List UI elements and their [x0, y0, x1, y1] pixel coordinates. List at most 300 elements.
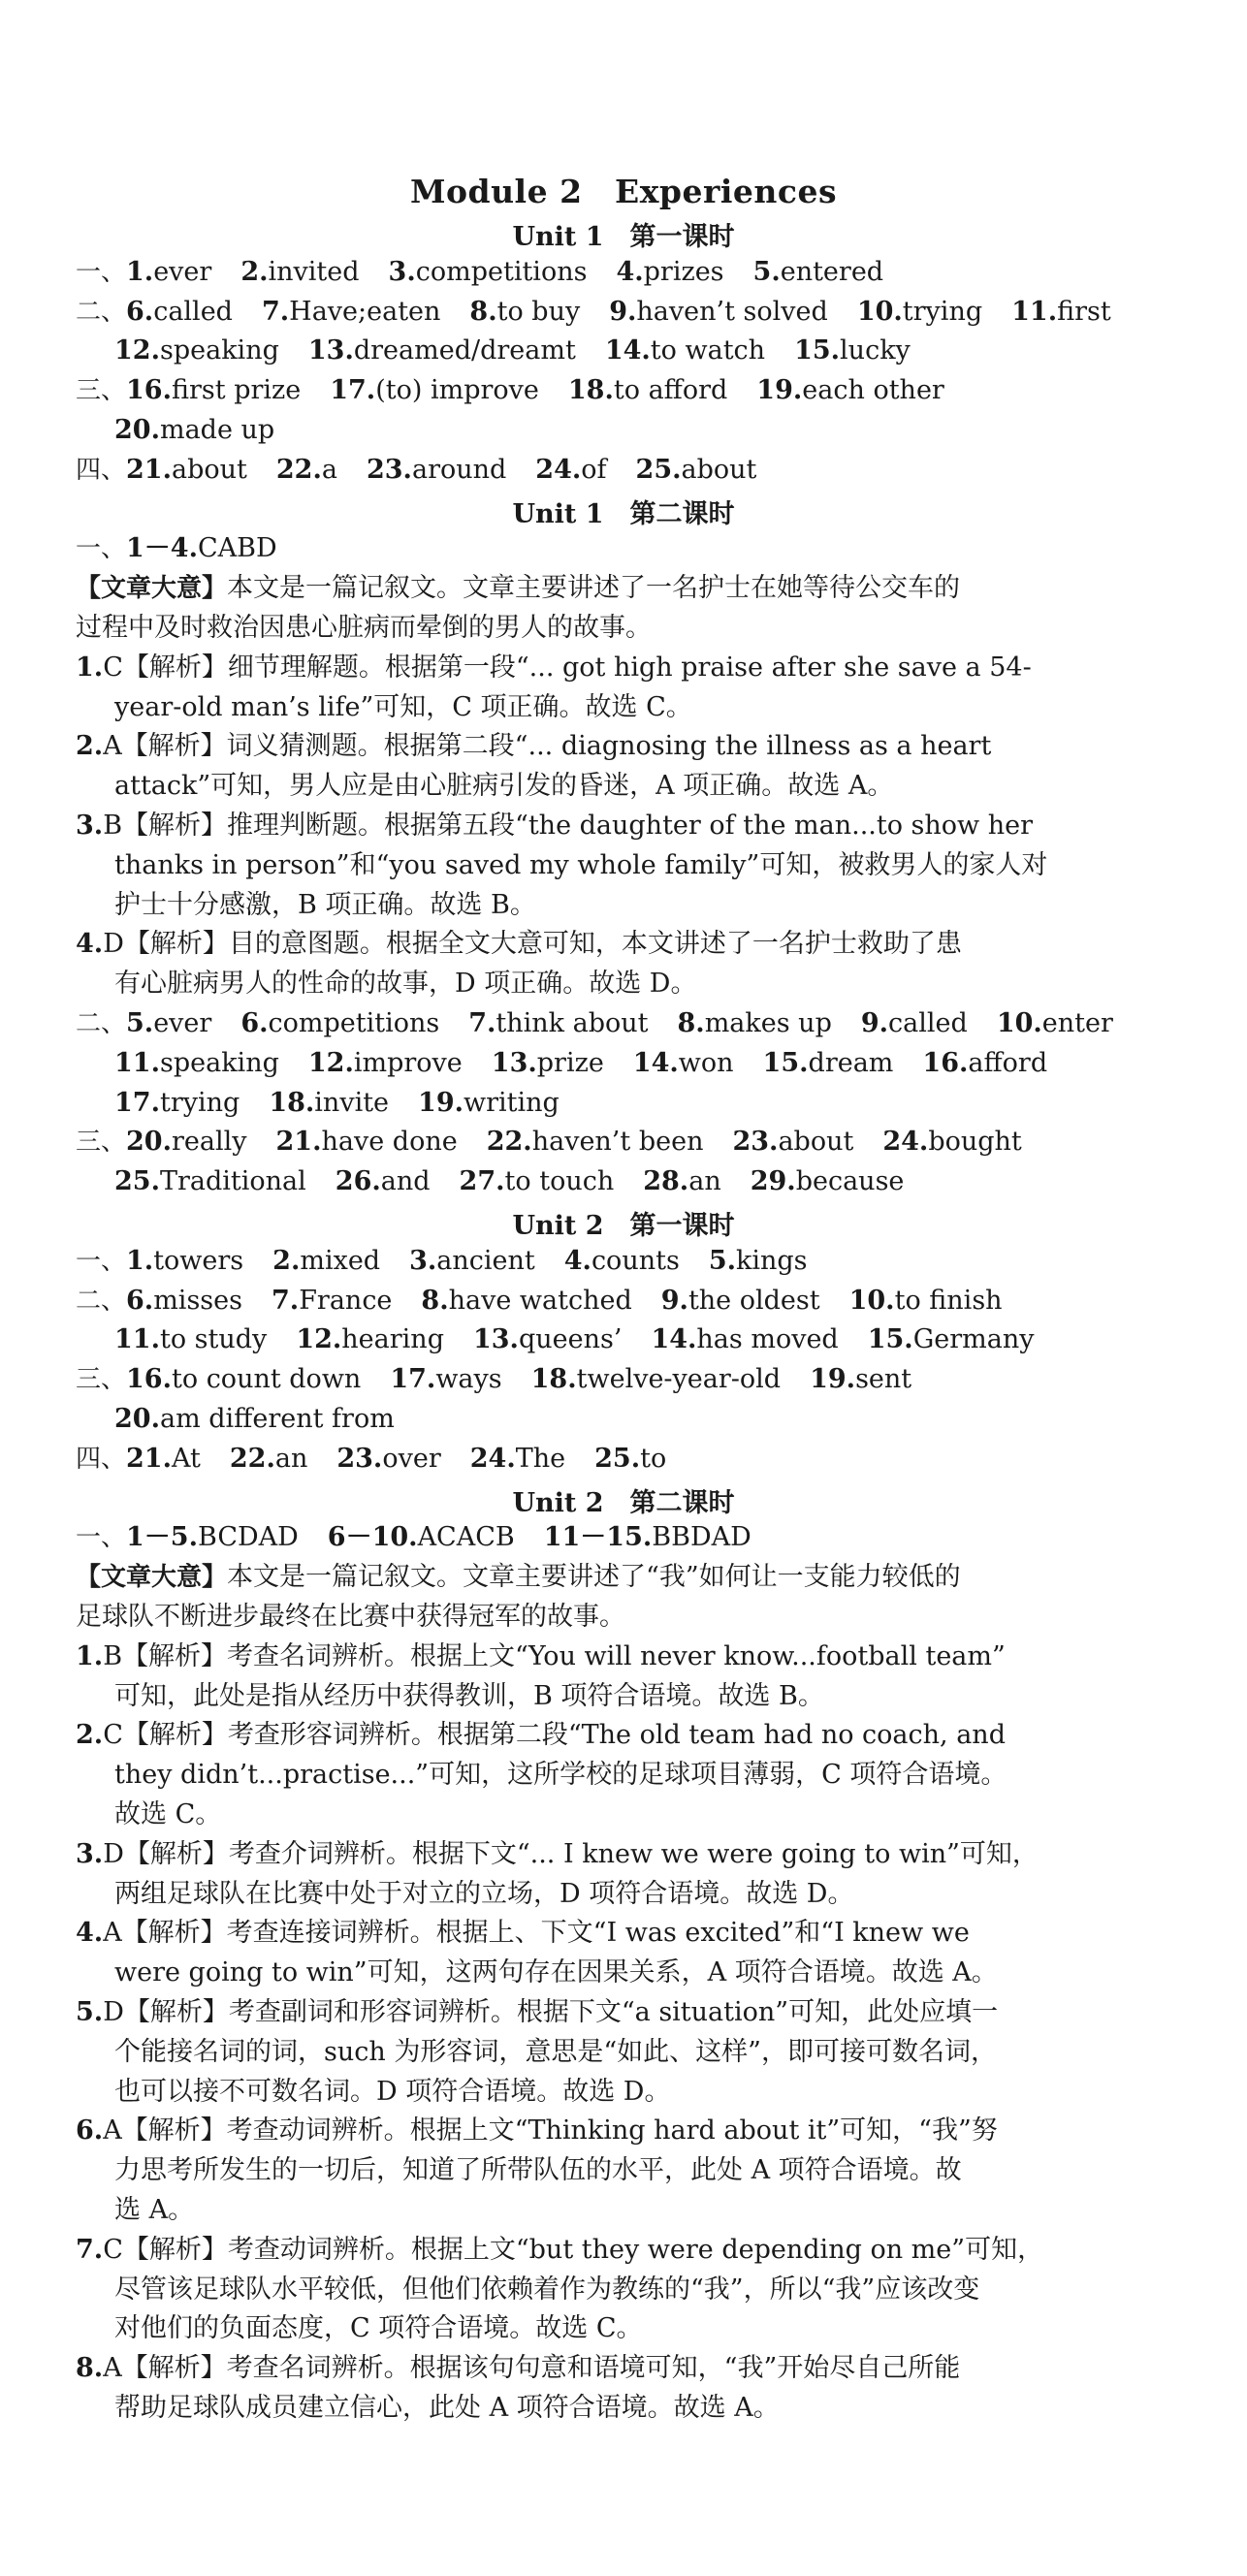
- answer-text: ever: [153, 1008, 212, 1038]
- answer-item: [126, 1246, 243, 1276]
- answer-item: [469, 297, 580, 327]
- answer-item: [126, 533, 277, 563]
- section-marker: 四、: [76, 455, 127, 485]
- answer-text: of: [581, 454, 607, 485]
- answer-text: misses: [153, 1285, 242, 1316]
- question-number: 11.: [1011, 296, 1058, 327]
- answer-item: [470, 1444, 565, 1474]
- answer-text: won: [678, 1047, 734, 1078]
- answer-text: writing: [464, 1087, 560, 1118]
- question-number: 7.: [272, 1285, 300, 1316]
- answer-item: [418, 1088, 560, 1118]
- answer-line: [114, 688, 1208, 727]
- answer-line: [114, 1677, 1208, 1716]
- question-number: 21.: [126, 454, 172, 485]
- answer-item: [661, 1286, 820, 1316]
- question-number: 1.: [126, 256, 154, 287]
- answer-item: [308, 335, 576, 366]
- question-number: 16.: [126, 1364, 172, 1395]
- section-marker: 一、: [76, 257, 127, 287]
- question-number: 17.: [390, 1364, 436, 1395]
- section-marker: 四、: [76, 1444, 127, 1474]
- explanation-text: 选 A。: [114, 2195, 195, 2225]
- answer-item: [336, 1444, 440, 1474]
- answer-text: competitions: [268, 1008, 440, 1038]
- answer-text: to finish: [894, 1285, 1003, 1316]
- question-number: 9.: [860, 1008, 889, 1038]
- explanation-text: 足球队不断进步最终在比赛中获得冠军的故事。: [76, 1602, 625, 1632]
- answer-text: lucky: [840, 335, 911, 366]
- answer-item: [276, 455, 337, 485]
- answer-text: an: [274, 1443, 308, 1474]
- question-number: 27.: [459, 1166, 505, 1197]
- answer-line: [76, 529, 1208, 568]
- explanation-text: B【解析】考查名词辨析。根据上文“You will never know...football team”: [103, 1640, 1006, 1671]
- answer-text: entered: [780, 256, 884, 287]
- question-number: 4.: [616, 256, 644, 287]
- question-number: 12.: [114, 335, 160, 366]
- answer-item: [114, 415, 274, 445]
- explanation-text: B【解析】推理判断题。根据第五段“the daughter of the man...to show her: [103, 811, 1034, 841]
- answer-line: [114, 332, 1208, 370]
- answer-text: to watch: [650, 335, 766, 366]
- answer-text: to: [640, 1443, 667, 1474]
- answer-text: speaking: [159, 1047, 279, 1078]
- answer-line: [114, 767, 1208, 806]
- explanation-text: 过程中及时救治因患心脏病而晕倒的男人的故事。: [76, 613, 652, 643]
- answer-text: invite: [314, 1087, 390, 1118]
- answer-text: bought: [928, 1127, 1022, 1158]
- question-number: 7.: [76, 2234, 104, 2265]
- question-number: 28.: [643, 1166, 689, 1197]
- answer-item: [564, 1246, 680, 1276]
- question-number: 2.: [272, 1245, 301, 1276]
- question-number: 1.: [76, 652, 104, 683]
- question-number: 13.: [491, 1047, 537, 1078]
- answer-text: (to) improve: [375, 375, 539, 406]
- answer-item: [763, 1048, 894, 1078]
- explanation-text: C【解析】细节理解题。根据第一段“... got high praise after she save a 54-: [103, 652, 1032, 683]
- answer-text: The: [515, 1443, 566, 1474]
- unit-heading: Unit 2 第二课时: [512, 1487, 735, 1518]
- answer-item: [678, 1008, 832, 1038]
- answer-text: am different from: [159, 1404, 395, 1434]
- question-number: 1－5.: [126, 1522, 198, 1553]
- question-number: 23.: [336, 1443, 383, 1474]
- question-number: 12.: [296, 1324, 342, 1355]
- answer-item: [616, 257, 723, 287]
- answer-item: [269, 1088, 389, 1118]
- answer-line: [76, 2349, 1208, 2388]
- answer-text: over: [382, 1443, 441, 1474]
- answer-text: twelve-year-old: [576, 1364, 782, 1395]
- explanation-text: 本文是一篇记叙文。文章主要讲述了一名护士在她等待公交车的: [227, 573, 961, 604]
- answer-item: [857, 297, 982, 327]
- answer-item: [308, 1048, 463, 1078]
- question-number: 8.: [76, 2353, 104, 2384]
- answer-text: ancient: [436, 1245, 535, 1276]
- answer-item: [114, 1048, 279, 1078]
- answer-text: speaking: [159, 335, 279, 366]
- question-number: 24.: [535, 454, 582, 485]
- answer-item: [1011, 297, 1111, 327]
- answer-line: [114, 1954, 1208, 1992]
- answer-line: [114, 2389, 1208, 2428]
- question-number: 3.: [76, 1838, 104, 1869]
- answer-text: dream: [808, 1047, 894, 1078]
- question-number: 16.: [126, 375, 172, 406]
- answer-item: [240, 257, 359, 287]
- question-number: 2.: [76, 1720, 104, 1751]
- passage-summary-tag: 【文章大意】: [76, 574, 228, 604]
- section-marker: 二、: [76, 1286, 127, 1316]
- answer-line: [114, 2151, 1208, 2190]
- answer-text: dreamed/dreamt: [353, 335, 576, 366]
- question-number: 21.: [126, 1443, 172, 1474]
- answer-line: [114, 1796, 1208, 1834]
- answer-line: [114, 965, 1208, 1003]
- answer-item: [544, 1522, 751, 1552]
- answer-item: [126, 1444, 201, 1474]
- explanation-text: A【解析】词义猜测题。根据第二段“... diagnosing the illness as a heart: [103, 731, 992, 762]
- answer-item: [330, 375, 539, 405]
- answer-text: trying: [902, 296, 983, 327]
- answer-line: [114, 1320, 1208, 1359]
- question-number: 5.: [752, 256, 781, 287]
- answer-item: [126, 455, 247, 485]
- answer-item: [262, 297, 440, 327]
- answer-item: [276, 1127, 458, 1157]
- answer-line: [76, 807, 1208, 845]
- answer-text: hearing: [341, 1324, 444, 1355]
- answer-line: [76, 371, 1208, 410]
- explanation-text: attack”可知，男人应是由心脏病引发的昏迷，A 项正确。故选 A。: [114, 771, 894, 802]
- question-number: 2.: [76, 731, 104, 762]
- question-number: 6.: [126, 296, 154, 327]
- unit-heading: Unit 2 第一课时: [512, 1211, 735, 1241]
- question-number: 3.: [388, 256, 416, 287]
- answer-text: to afford: [613, 375, 728, 406]
- answer-line: [76, 1914, 1208, 1953]
- unit-heading: Unit 1 第二课时: [512, 498, 735, 529]
- answer-text: BBDAD: [652, 1522, 751, 1553]
- answer-item: [240, 1008, 439, 1038]
- answer-item: [753, 257, 884, 287]
- answer-line: [76, 451, 1208, 490]
- answer-line: [76, 293, 1208, 332]
- answer-item: [732, 1127, 853, 1157]
- answer-item: [126, 1286, 242, 1316]
- answer-text: has moved: [696, 1324, 839, 1355]
- section-marker: 一、: [76, 1523, 127, 1553]
- answer-item: [531, 1364, 781, 1394]
- answer-text: made up: [159, 415, 275, 445]
- answer-line: [114, 1162, 1208, 1201]
- explanation-text: A【解析】考查动词辨析。根据上文“Thinking hard about it”可知，“我”努: [103, 2115, 998, 2147]
- answer-item: [633, 1048, 734, 1078]
- answer-text: afford: [968, 1047, 1048, 1078]
- explanation-text: A【解析】考查名词辨析。根据该句句意和语境可知，“我”开始尽自己所能: [103, 2353, 961, 2384]
- answer-line: [76, 569, 1208, 608]
- question-number: 5.: [76, 1997, 104, 2027]
- answer-line: [76, 1282, 1208, 1320]
- section-marker: 一、: [76, 1246, 127, 1276]
- answer-text: because: [795, 1166, 905, 1197]
- explanation-text: 对他们的负面态度，C 项符合语境。故选 C。: [114, 2313, 643, 2344]
- question-number: 21.: [275, 1127, 322, 1158]
- explanation-text: C【解析】考查形容词辨析。根据第二段“The old team had no coach, and: [103, 1720, 1006, 1751]
- answer-line: [114, 886, 1208, 925]
- answer-item: [636, 455, 757, 485]
- answer-item: [126, 1364, 361, 1394]
- answer-text: Germany: [912, 1324, 1035, 1355]
- answer-item: [922, 1048, 1047, 1078]
- answer-line: [114, 411, 1208, 450]
- section-marker: 三、: [76, 1365, 127, 1395]
- answer-line: [76, 1598, 1208, 1637]
- answer-item: [114, 1324, 267, 1354]
- question-number: 18.: [530, 1364, 577, 1395]
- answer-item: [126, 257, 211, 287]
- question-number: 29.: [750, 1166, 796, 1197]
- section-marker: 二、: [76, 297, 127, 327]
- question-number: 19.: [756, 375, 803, 406]
- question-number: 10.: [996, 1008, 1042, 1038]
- answer-text: enter: [1041, 1008, 1113, 1038]
- answer-text: called: [888, 1008, 968, 1038]
- question-number: 14.: [632, 1047, 679, 1078]
- answer-line: [76, 253, 1208, 292]
- page-title: Module 2 Experiences: [409, 173, 838, 210]
- question-number: 14.: [604, 335, 651, 366]
- answer-line: [76, 2231, 1208, 2270]
- answer-line: [114, 2073, 1208, 2112]
- question-number: 22.: [275, 454, 322, 485]
- explanation-text: A【解析】考查连接词辨析。根据上、下文“I was excited”和“I knew we: [103, 1918, 970, 1949]
- answer-text: ACACB: [417, 1522, 515, 1553]
- passage-summary-tag: 【文章大意】: [76, 1563, 228, 1593]
- answer-line: [76, 925, 1208, 964]
- answer-line: [114, 1084, 1208, 1123]
- answer-item: [643, 1166, 720, 1196]
- question-number: 17.: [114, 1087, 160, 1118]
- question-number: 1.: [76, 1640, 104, 1671]
- question-number: 3.: [76, 811, 104, 841]
- answer-item: [126, 1008, 211, 1038]
- question-number: 22.: [229, 1443, 275, 1474]
- question-number: 6.: [76, 2115, 104, 2147]
- answer-item: [114, 1404, 395, 1434]
- answer-line: [76, 1360, 1208, 1399]
- answer-item: [336, 1166, 431, 1196]
- answer-item: [868, 1324, 1035, 1354]
- answer-line: [114, 2271, 1208, 2309]
- explanation-text: they didn’t...practise...”可知，这所学校的足球项目薄弱，C 项符合语境。: [114, 1760, 1007, 1791]
- explanation-text: D【解析】考查介词辨析。根据下文“... I knew we were going to win”可知，: [103, 1838, 1039, 1869]
- answer-line: [114, 1756, 1208, 1795]
- question-number: 5.: [126, 1008, 154, 1038]
- answer-item: [421, 1286, 631, 1316]
- section-marker: 二、: [76, 1009, 127, 1038]
- answer-item: [810, 1364, 911, 1394]
- question-number: 23.: [366, 454, 412, 485]
- answer-item: [709, 1246, 808, 1276]
- question-number: 15.: [867, 1324, 913, 1355]
- answer-item: [609, 297, 828, 327]
- answer-item: [997, 1008, 1113, 1038]
- question-number: 5.: [708, 1245, 736, 1276]
- answer-line: [76, 649, 1208, 687]
- question-number: 6.: [240, 1008, 269, 1038]
- answer-text: sent: [855, 1364, 912, 1395]
- answer-item: [751, 1166, 905, 1196]
- answer-line: [114, 1044, 1208, 1083]
- question-number: 25.: [635, 454, 682, 485]
- section-marker: 三、: [76, 376, 127, 406]
- question-number: 18.: [269, 1087, 315, 1118]
- answer-item: [568, 375, 727, 405]
- explanation-text: 帮助足球队成员建立信心，此处 A 项符合语境。故选 A。: [114, 2393, 780, 2423]
- explanation-text: C【解析】考查动词辨析。根据上文“but they were depending on me”可知，: [103, 2234, 1044, 2265]
- question-number: 20.: [114, 1404, 160, 1434]
- answer-item: [114, 335, 279, 366]
- answer-line: [114, 2191, 1208, 2230]
- answer-text: haven’t solved: [636, 296, 828, 327]
- question-number: 6－10.: [327, 1522, 418, 1553]
- explanation-text: 尽管该足球队水平较低，但他们依赖着作为教练的“我”，所以“我”应该改变: [114, 2274, 980, 2305]
- explanation-text: 护士十分感激，B 项正确。故选 B。: [114, 889, 536, 920]
- answer-text: about: [681, 454, 757, 485]
- answer-text: have watched: [448, 1285, 632, 1316]
- question-number: 8.: [421, 1285, 449, 1316]
- question-number: 9.: [609, 296, 637, 327]
- answer-item: [126, 375, 301, 405]
- answer-text: mixed: [300, 1245, 381, 1276]
- answer-text: counts: [591, 1245, 680, 1276]
- answer-text: around: [411, 454, 507, 485]
- answer-text: an: [688, 1166, 721, 1197]
- answer-item: [390, 1364, 501, 1394]
- answer-item: [328, 1522, 515, 1552]
- question-number: 13.: [472, 1324, 519, 1355]
- section-marker: 一、: [76, 534, 127, 564]
- section-marker: 三、: [76, 1128, 127, 1158]
- answer-line: [114, 1875, 1208, 1914]
- question-number: 11－15.: [543, 1522, 653, 1553]
- answer-item: [468, 1008, 648, 1038]
- question-number: 11.: [114, 1324, 160, 1355]
- explanation-text: D【解析】考查副词和形容词辨析。根据下文“a situation”可知，此处应填一: [103, 1997, 999, 2027]
- answer-text: each other: [802, 375, 944, 406]
- answer-text: first: [1057, 296, 1111, 327]
- answer-item: [473, 1324, 622, 1354]
- question-number: 24.: [469, 1443, 516, 1474]
- answer-item: [409, 1246, 535, 1276]
- answer-line: [76, 1835, 1208, 1874]
- answer-text: about: [778, 1127, 854, 1158]
- answer-text: really: [172, 1127, 247, 1158]
- answer-item: [114, 1166, 306, 1196]
- unit-heading: Unit 1 第一课时: [512, 222, 735, 252]
- answer-text: called: [153, 296, 233, 327]
- answer-line: [114, 1400, 1208, 1439]
- question-number: 16.: [922, 1047, 969, 1078]
- answer-item: [794, 335, 911, 366]
- question-number: 24.: [882, 1127, 929, 1158]
- explanation-text: thanks in person”和“you saved my whole family”可知，被救男人的家人对: [114, 849, 1048, 880]
- question-number: 15.: [762, 1047, 809, 1078]
- answer-item: [272, 1286, 392, 1316]
- explanation-text: D【解析】目的意图题。根据全文大意可知，本文讲述了一名护士救助了患: [103, 929, 962, 960]
- question-number: 15.: [794, 335, 841, 366]
- answer-text: ways: [435, 1364, 502, 1395]
- explanation-text: 两组足球队在比赛中处于对立的立场，D 项符合语境。故选 D。: [114, 1878, 854, 1909]
- question-number: 4.: [563, 1245, 592, 1276]
- question-number: 22.: [486, 1127, 532, 1158]
- answer-text: a: [321, 454, 337, 485]
- explanation-text: 故选 C。: [114, 1799, 222, 1829]
- answer-text: to study: [159, 1324, 268, 1355]
- answer-text: first prize: [172, 375, 302, 406]
- answer-text: towers: [153, 1245, 244, 1276]
- question-number: 6.: [126, 1285, 154, 1316]
- answer-text: At: [172, 1443, 201, 1474]
- question-number: 18.: [567, 375, 614, 406]
- answer-item: [849, 1286, 1003, 1316]
- question-number: 9.: [660, 1285, 688, 1316]
- answer-text: to touch: [504, 1166, 615, 1197]
- answer-line: [114, 2309, 1208, 2348]
- question-number: 10.: [848, 1285, 895, 1316]
- answer-line: [76, 1440, 1208, 1479]
- answer-item: [651, 1324, 838, 1354]
- answer-line: [76, 1638, 1208, 1676]
- answer-line: [76, 1242, 1208, 1281]
- answer-text: to buy: [496, 296, 581, 327]
- answer-text: the oldest: [687, 1285, 820, 1316]
- question-number: 3.: [409, 1245, 437, 1276]
- question-number: 26.: [335, 1166, 381, 1197]
- question-number: 25.: [114, 1166, 160, 1197]
- answer-item: [861, 1008, 968, 1038]
- answer-text: and: [380, 1166, 431, 1197]
- question-number: 7.: [261, 296, 290, 327]
- question-number: 1－4.: [126, 533, 198, 564]
- answer-line: [76, 1518, 1208, 1557]
- explanation-text: 也可以接不可数名词。D 项符合语境。故选 D。: [114, 2076, 671, 2107]
- answer-item: [126, 1127, 247, 1157]
- answer-text: competitions: [415, 256, 588, 287]
- answer-line: [76, 1558, 1208, 1597]
- question-number: 13.: [307, 335, 354, 366]
- explanation-text: 力思考所发生的一切后，知道了所带队伍的水平，此处 A 项符合语境。故: [114, 2155, 962, 2186]
- question-number: 8.: [677, 1008, 705, 1038]
- answer-text: Have;eaten: [289, 296, 441, 327]
- question-number: 19.: [418, 1087, 464, 1118]
- answer-line: [76, 1004, 1208, 1043]
- answer-item: [605, 335, 765, 366]
- answer-text: ever: [153, 256, 212, 287]
- answer-text: queens’: [518, 1324, 623, 1355]
- explanation-text: were going to win”可知，这两句存在因果关系，A 项符合语境。故选 A。: [114, 1957, 998, 1988]
- answer-text: invited: [268, 256, 360, 287]
- answer-text: to count down: [172, 1364, 362, 1395]
- answer-text: France: [299, 1285, 393, 1316]
- question-number: 1.: [126, 1245, 154, 1276]
- question-number: 4.: [76, 929, 104, 960]
- question-number: 17.: [330, 375, 376, 406]
- answer-item: [230, 1444, 307, 1474]
